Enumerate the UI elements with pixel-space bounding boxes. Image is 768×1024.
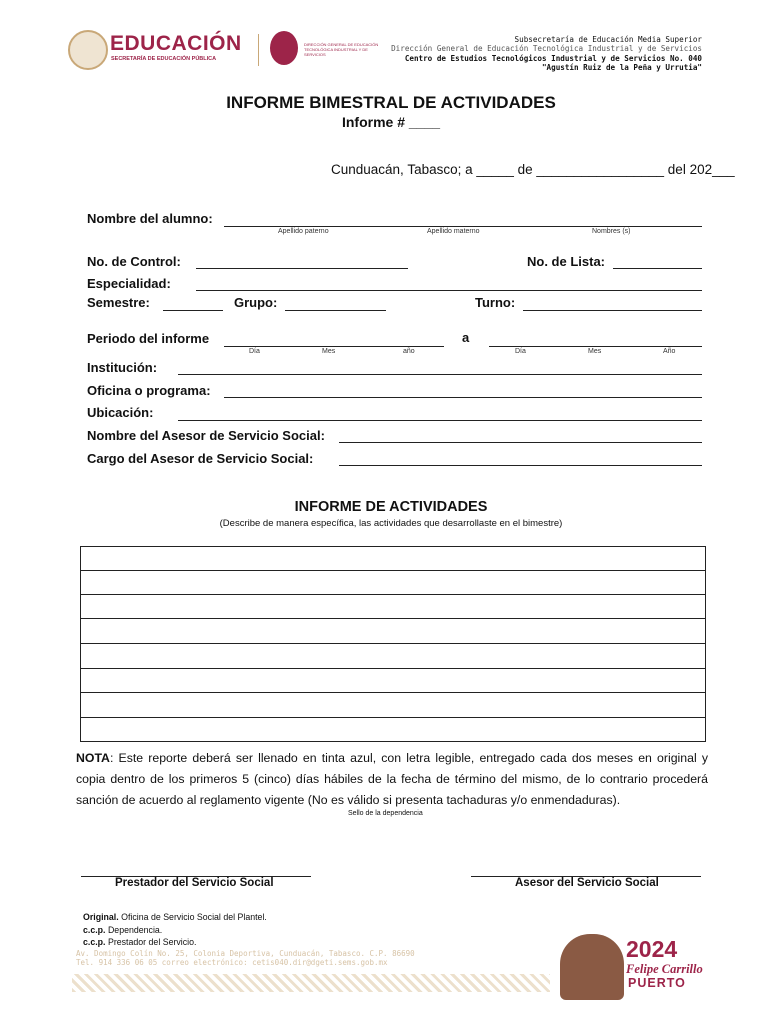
nota-label: NOTA	[76, 751, 110, 765]
place-date: Cunduacán, Tabasco; a _____ de _________________ del 202___	[331, 162, 735, 177]
signature-asesor: Asesor del Servicio Social	[515, 877, 659, 889]
hint-anio-2: Año	[663, 348, 676, 355]
field-periodo-inicio[interactable]	[224, 346, 444, 347]
hint-dia-1: Día	[249, 348, 260, 355]
header-line-4: "Agustín Ruiz de la Peña y Urrutia"	[541, 63, 702, 73]
copies-block	[83, 911, 267, 949]
hint-apellido-paterno: Apellido paterno	[278, 228, 329, 235]
activity-row-6[interactable]	[80, 668, 706, 693]
hint-apellido-materno: Apellido materno	[427, 228, 480, 235]
portrait-icon	[560, 934, 624, 1000]
header-line-3: Centro de Estudios Tecnológicos Industrial y de Servicios No. 040	[404, 53, 702, 63]
label-cargo-asesor: Cargo del Asesor de Servicio Social:	[87, 451, 314, 466]
informe-number: Informe # ____	[341, 114, 441, 130]
footer-contact: Tel. 914 336 06 05 correo electrónico: cetis040.dir@dgeti.sems.gob.mx	[76, 958, 388, 967]
label-periodo: Periodo del informe	[87, 331, 210, 346]
activity-row-8[interactable]	[80, 717, 706, 741]
label-semestre: Semestre:	[87, 295, 150, 310]
field-periodo-fin[interactable]	[489, 346, 702, 347]
nota-text: : Este reporte deberá ser llenado en tinta azul, con letra legible, entregado cada dos meses en original y copia dentro de los primeros 5 (cinco) días hábiles de la fecha de término del mismo, de lo contrario procederá sanción de acuerdo al reglamento vigente (No es válido si presenta tachaduras y/o enmendaduras).	[76, 751, 708, 807]
hint-anio-1: año	[403, 348, 415, 355]
footer-name-2: PUERTO	[628, 976, 686, 990]
header-line-2: Dirección General de Educación Tecnológica Industrial y de Servicios	[391, 44, 702, 54]
field-semestre[interactable]	[163, 310, 223, 311]
label-turno: Turno:	[475, 295, 516, 310]
field-no-lista[interactable]	[613, 268, 702, 269]
activity-row-3[interactable]	[80, 594, 706, 619]
dgeti-text: DIRECCIÓN GENERAL DE EDUCACIÓN TECNOLÓGICA INDUSTRIAL Y DE SERVICIOS	[304, 42, 379, 57]
divider	[258, 34, 259, 66]
field-oficina[interactable]	[224, 397, 702, 398]
hint-mes-2: Mes	[588, 348, 602, 355]
label-nombre-alumno: Nombre del alumno:	[87, 211, 213, 226]
activities-subheading: (Describe de manera específica, las actividades que desarrollaste en el bimestre)	[219, 518, 563, 529]
logo-educacion: EDUCACIÓN	[110, 32, 242, 55]
label-oficina: Oficina o programa:	[87, 383, 211, 398]
copy-ccp-2: c.c.p. Prestador del Servicio.	[83, 937, 197, 947]
label-institucion: Institución:	[87, 360, 158, 375]
field-nombre-alumno[interactable]	[224, 226, 702, 227]
page-title: INFORME BIMESTRAL DE ACTIVIDADES	[226, 93, 556, 112]
label-ubicacion: Ubicación:	[87, 405, 154, 420]
field-nombre-asesor[interactable]	[339, 442, 702, 443]
field-grupo[interactable]	[285, 310, 386, 311]
hint-nombres: Nombres (s)	[592, 228, 631, 235]
copy-ccp-1: c.c.p. Dependencia.	[83, 924, 163, 935]
footer-name-1: Felipe Carrillo	[626, 962, 703, 976]
field-turno[interactable]	[523, 310, 702, 311]
activity-row-1[interactable]	[80, 546, 706, 571]
hint-dia-2: Día	[515, 348, 526, 355]
label-no-lista: No. de Lista:	[527, 254, 606, 269]
field-institucion[interactable]	[178, 374, 702, 375]
header-right-block	[391, 35, 702, 73]
decorative-border	[72, 974, 550, 992]
sello-label: Sello de la dependencia	[348, 810, 423, 817]
copy-original: Original. Oficina de Servicio Social del Plantel.	[83, 912, 267, 922]
label-grupo: Grupo:	[234, 295, 278, 310]
header-line-1: Subsecretaría de Educación Media Superior	[514, 35, 702, 44]
activity-row-7[interactable]	[80, 693, 706, 718]
signature-prestador: Prestador del Servicio Social	[115, 877, 274, 889]
label-a: a	[462, 330, 470, 345]
activity-row-5[interactable]	[80, 644, 706, 669]
activity-row-2[interactable]	[80, 570, 706, 595]
activity-row-4[interactable]	[80, 619, 706, 644]
national-seal-icon	[68, 30, 108, 70]
label-nombre-asesor: Nombre del Asesor de Servicio Social:	[87, 428, 325, 443]
field-no-control[interactable]	[196, 268, 408, 269]
field-cargo-asesor[interactable]	[339, 465, 702, 466]
logo-subtitle: SECRETARÍA DE EDUCACIÓN PÚBLICA	[111, 56, 217, 62]
field-ubicacion[interactable]	[178, 420, 702, 421]
dgeti-logo-icon	[270, 31, 298, 65]
label-especialidad: Especialidad:	[87, 276, 171, 291]
hint-mes-1: Mes	[322, 348, 336, 355]
activities-heading: INFORME DE ACTIVIDADES	[294, 499, 488, 515]
nota-paragraph	[76, 748, 708, 811]
field-especialidad[interactable]	[196, 290, 702, 291]
footer-year: 2024	[626, 936, 678, 962]
label-no-control: No. de Control:	[87, 254, 181, 269]
footer-address: Av. Domingo Colín No. 25, Colonia Deportiva, Cunduacán, Tabasco. C.P. 86690	[76, 949, 415, 958]
